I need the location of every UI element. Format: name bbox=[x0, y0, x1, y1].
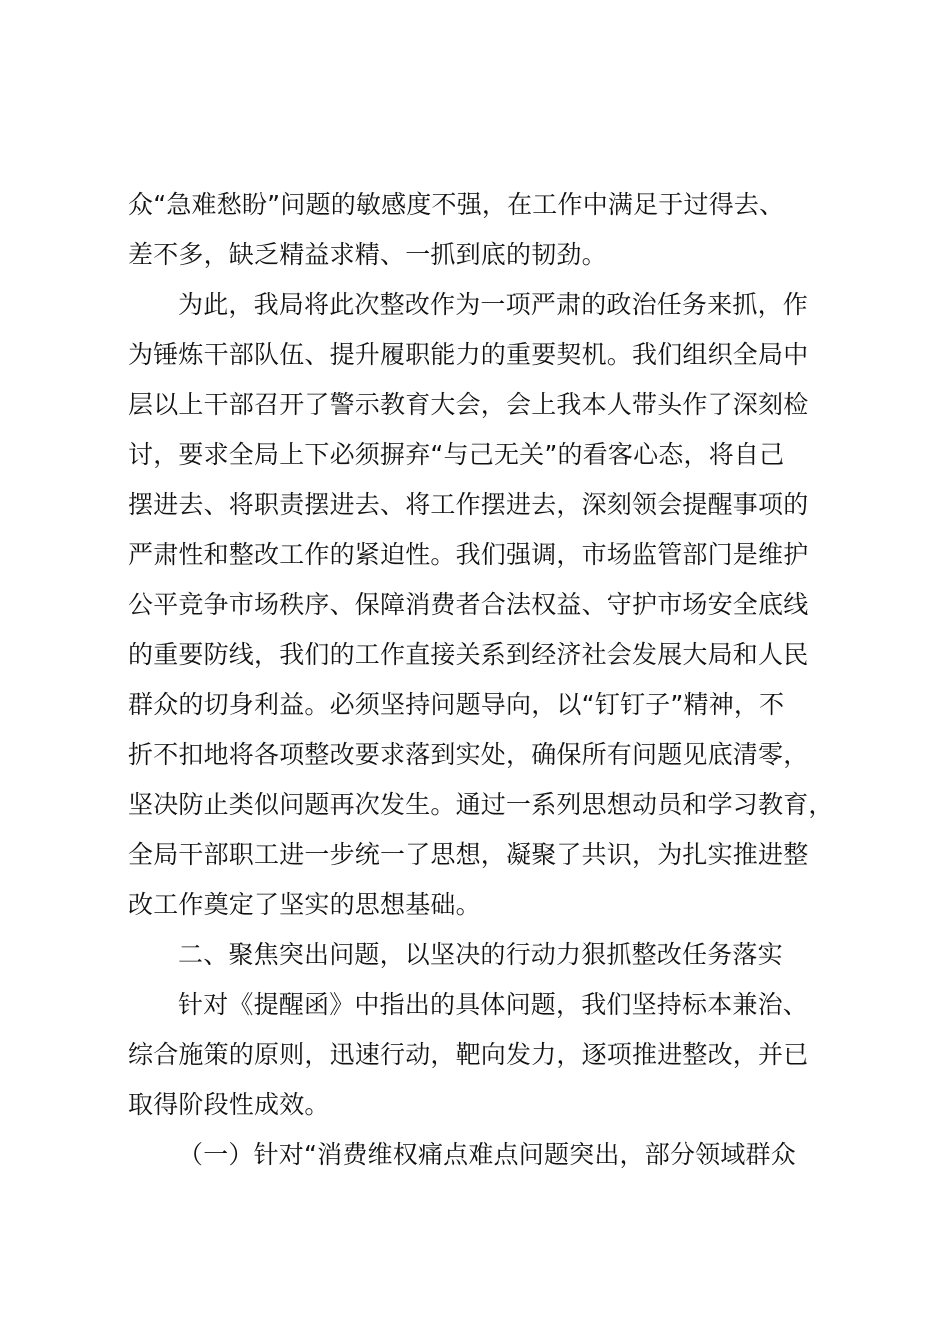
paragraph-first-line: 为此，我局将此次整改作为一项严肃的政治任务来抓，作 bbox=[178, 290, 809, 319]
text-line: 众“急难愁盼”问题的敏感度不强，在工作中满足于过得去、 bbox=[128, 190, 785, 219]
text-line: 取得阶段性成效。 bbox=[128, 1090, 330, 1119]
text-line: 折不扣地将各项整改要求落到实处，确保所有问题见底清零， bbox=[128, 740, 809, 769]
text-line: 层以上干部召开了警示教育大会，会上我本人带头作了深刻检 bbox=[128, 390, 809, 419]
text-line: 为锤炼干部队伍、提升履职能力的重要契机。我们组织全局中 bbox=[128, 340, 809, 369]
document-body bbox=[128, 180, 848, 1180]
text-line: 摆进去、将职责摆进去、将工作摆进去，深刻领会提醒事项的 bbox=[128, 490, 809, 519]
section-heading: 二、聚焦突出问题，以坚决的行动力狠抓整改任务落实 bbox=[178, 940, 783, 969]
text-line: 群众的切身利益。必须坚持问题导向，以“钉钉子”精神，不 bbox=[128, 690, 785, 719]
text-line: 严肃性和整改工作的紧迫性。我们强调，市场监管部门是维护 bbox=[128, 540, 809, 569]
text-line: 讨，要求全局上下必须摒弃“与己无关”的看客心态，将自己 bbox=[128, 440, 785, 469]
text-line: 全局干部职工进一步统一了思想，凝聚了共识，为扎实推进整 bbox=[128, 840, 809, 869]
paragraph-first-line: 针对《提醒函》中指出的具体问题，我们坚持标本兼治、 bbox=[178, 990, 809, 1019]
text-line: 综合施策的原则，迅速行动，靶向发力，逐项推进整改，并已 bbox=[128, 1040, 809, 1069]
subsection-first-line: （一）针对“消费维权痛点难点问题突出，部分领域群众 bbox=[178, 1140, 796, 1169]
text-line: 公平竞争市场秩序、保障消费者合法权益、守护市场安全底线 bbox=[128, 590, 809, 619]
text-line: 的重要防线，我们的工作直接关系到经济社会发展大局和人民 bbox=[128, 640, 809, 669]
text-line: 改工作奠定了坚实的思想基础。 bbox=[128, 890, 481, 919]
text-line: 差不多，缺乏精益求精、一抓到底的韧劲。 bbox=[128, 240, 607, 269]
text-line: 坚决防止类似问题再次发生。通过一系列思想动员和学习教育， bbox=[128, 790, 834, 819]
